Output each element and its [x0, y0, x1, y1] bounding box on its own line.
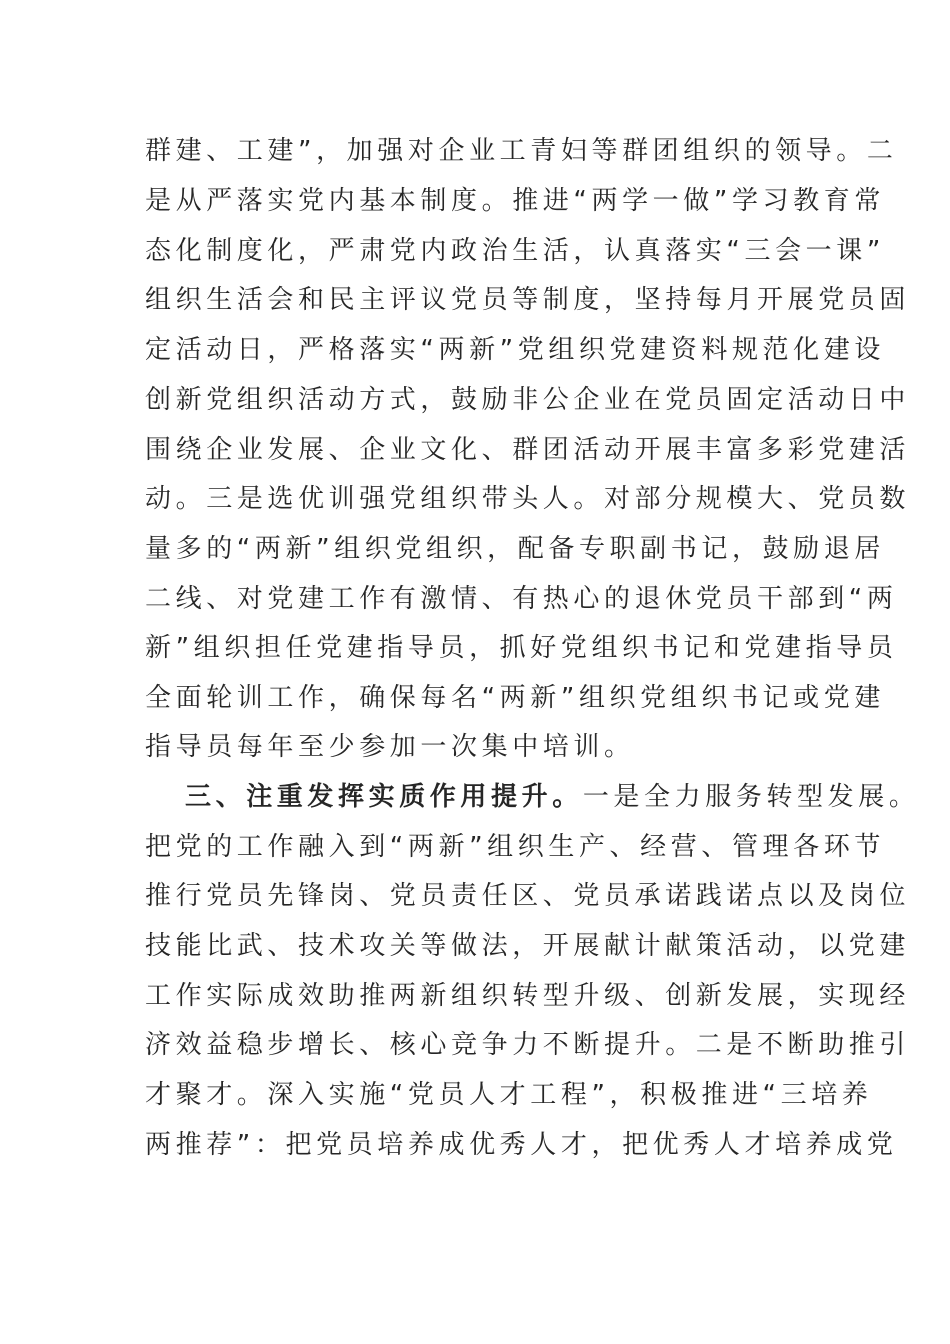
paragraph-line: 两推荐”：把党员培养成优秀人才，把优秀人才培养成党	[145, 1130, 898, 1160]
paragraph-line: 是从严落实党内基本制度。推进“两学一做”学习教育常	[145, 186, 885, 216]
paragraph-line: 工作实际成效助推两新组织转型升级、创新发展，实现经	[145, 981, 911, 1011]
paragraph-line: 推行党员先锋岗、党员责任区、党员承诺践诺点以及岗位	[145, 881, 911, 911]
paragraph-line: 围绕企业发展、企业文化、群团活动开展丰富多彩党建活	[145, 435, 911, 465]
section-heading: 三、注重发挥实质作用提升。	[185, 782, 583, 812]
paragraph-line: 定活动日，严格落实“两新”党组织党建资料规范化建设	[145, 335, 885, 365]
paragraph-line: 指导员每年至少参加一次集中培训。	[145, 732, 635, 762]
paragraph-line: 组织生活会和民主评议党员等制度，坚持每月开展党员固	[145, 285, 911, 315]
section-first-line-text: 一是全力服务转型发展。	[582, 782, 920, 812]
section-first-line	[185, 771, 920, 823]
paragraph-line: 技能比武、技术攻关等做法，开展献计献策活动，以党建	[145, 931, 911, 961]
paragraph-line: 全面轮训工作，确保每名“两新”组织党组织书记或党建	[145, 683, 885, 713]
paragraph-line: 新”组织担任党建指导员，抓好党组织书记和党建指导员	[145, 633, 898, 663]
paragraph-line: 群建、工建”，加强对企业工青妇等群团组织的领导。二	[145, 136, 898, 166]
paragraph-line: 才聚才。深入实施“党员人才工程”，积极推进“三培养	[145, 1080, 873, 1110]
paragraph-line: 创新党组织活动方式，鼓励非公企业在党员固定活动日中	[145, 385, 911, 415]
paragraph-line: 态化制度化，严肃党内政治生活，认真落实“三会一课”	[145, 236, 885, 266]
paragraph-line: 济效益稳步增长、核心竞争力不断提升。二是不断助推引	[145, 1030, 911, 1060]
paragraph-line: 量多的“两新”组织党组织，配备专职副书记，鼓励退居	[145, 534, 885, 564]
paragraph-line: 动。三是选优训强党组织带头人。对部分规模大、党员数	[145, 484, 911, 514]
paragraph-line: 二线、对党建工作有激情、有热心的退休党员干部到“两	[145, 584, 898, 614]
paragraph-line: 把党的工作融入到“两新”组织生产、经营、管理各环节	[145, 832, 885, 862]
